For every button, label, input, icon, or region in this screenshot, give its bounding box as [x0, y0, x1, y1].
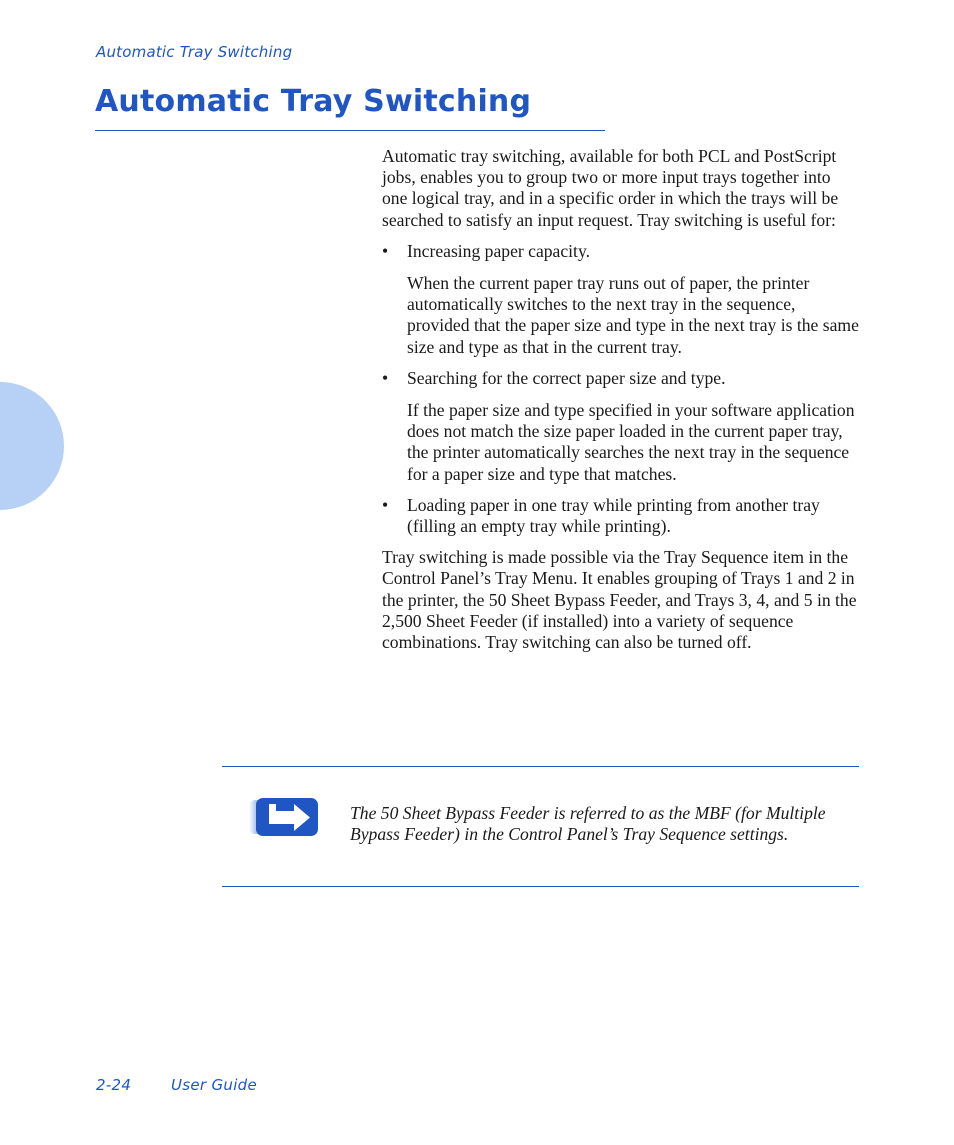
footer-doc-title: User Guide — [171, 1076, 258, 1094]
page-title: Automatic Tray Switching — [95, 84, 532, 119]
arrow-right-icon — [249, 797, 319, 837]
intro-paragraph: Automatic tray switching, available for both PCL and PostScript jobs, enables you to group two or more input trays together into one logical tray, and in a specific order in which the trays will be searched to satisfy an input request. Tray switching is useful for: — [382, 146, 839, 230]
running-header: Automatic Tray Switching — [96, 43, 293, 61]
body-text — [382, 146, 860, 653]
bullet-label: Increasing paper capacity. — [407, 240, 590, 261]
list-item — [382, 495, 860, 537]
list-item — [382, 368, 860, 485]
bullet-detail: When the current paper tray runs out of paper, the printer automatically switches to the next tray in the sequence, provided that the paper size and type in the next tray is the same size and type as that in the current tray. — [407, 273, 859, 357]
bullet-label: Loading paper in one tray while printing from another tray (filling an empty tray while printing). — [407, 494, 820, 537]
footer-page-number: 2-24 — [96, 1076, 132, 1094]
bullet-label: Searching for the correct paper size and type. — [407, 367, 726, 388]
bullet-icon: • — [382, 240, 389, 261]
bullet-icon: • — [382, 367, 389, 388]
bullet-list — [382, 241, 860, 537]
list-item — [382, 241, 860, 358]
closing-paragraph: Tray switching is made possible via the Tray Sequence item in the Control Panel’s Tray Menu. It enables grouping of Trays 1 and 2 in the printer, the 50 Sheet Bypass Feeder, and Trays 3, 4, and 5 in the 2,500 Sheet Feeder (if installed) into a variety of sequence combinations. Tray switching can also be turned off. — [382, 547, 857, 653]
chapter-tab — [0, 382, 64, 510]
bullet-detail: If the paper size and type specified in your software application does not match the size paper loaded in the current paper tray, the printer automatically searches the next tray in the sequence for a paper size and type that matches. — [407, 400, 855, 484]
note-top-rule — [222, 766, 859, 767]
note-text: The 50 Sheet Bypass Feeder is referred to as the MBF (for Multiple Bypass Feeder) in the Control Panel’s Tray Sequence settings. — [350, 803, 826, 845]
title-underline — [95, 130, 605, 131]
bullet-icon: • — [382, 494, 389, 515]
note-bottom-rule — [222, 886, 859, 887]
